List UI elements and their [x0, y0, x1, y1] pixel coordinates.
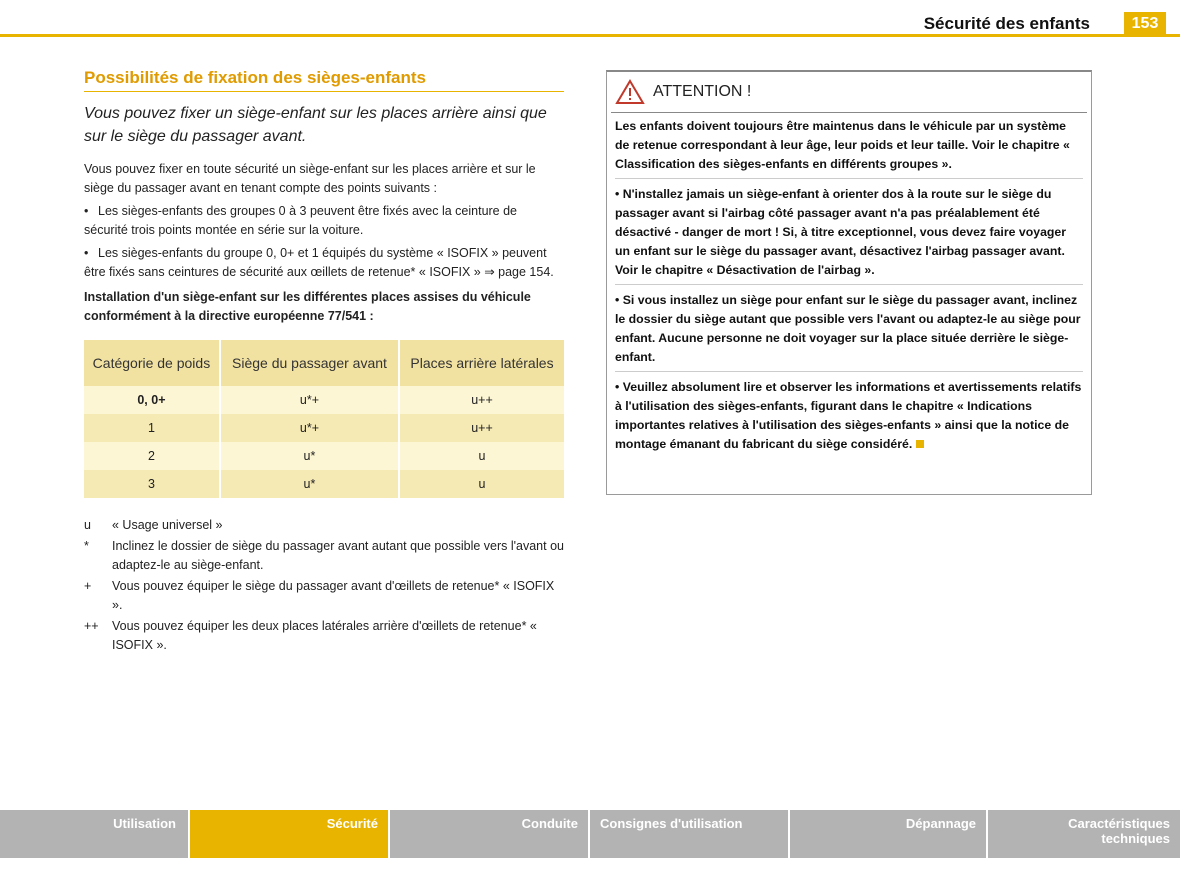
table-cell: 1 [84, 414, 220, 442]
column-header: Catégorie de poids [84, 340, 220, 386]
table-cell: 3 [84, 470, 220, 498]
end-marker-icon [916, 440, 924, 448]
warning-paragraph [615, 378, 1083, 458]
table-cell: 2 [84, 442, 220, 470]
table-cell: u++ [399, 386, 565, 414]
tab-caracteristiques-techniques[interactable]: Caractéristiques techniques [988, 810, 1180, 858]
table-cell: 0, 0+ [84, 386, 220, 414]
section-title: Possibilités de fixation des sièges-enfants [84, 68, 564, 92]
tab-securite[interactable]: Sécurité [190, 810, 390, 858]
table-cell: u* [220, 470, 399, 498]
table-cell: u* [220, 442, 399, 470]
legend-item [84, 577, 564, 615]
warning-paragraph-text: • Veuillez absolument lire et observer les informations et avertissements relatifs à l'utilisation des sièges-enfants, figurant dans le chapitre « Indications importantes relatives à l'utilisation des sièges-enfants » ainsi que la notice de montage émanant du fabricant du siège considéré. [615, 380, 1082, 451]
legend-text: « Usage universel » [112, 518, 223, 532]
bullet-item [84, 244, 564, 282]
bullet-icon: • [84, 246, 89, 260]
table-caption: Installation d'un siège-enfant sur les différentes places assises du véhicule conformément à la directive européenne 77/541 : [84, 290, 531, 323]
warning-body [607, 113, 1091, 468]
table-cell: u++ [399, 414, 565, 442]
legend-symbol: ++ [84, 619, 99, 633]
column-header: Siège du passager avant [220, 340, 399, 386]
legend-symbol: * [84, 539, 89, 553]
page-header-title: Sécurité des enfants [923, 14, 1090, 33]
table-row [84, 470, 565, 498]
table-cell: u*+ [220, 386, 399, 414]
legend-item [84, 617, 564, 655]
table-row [84, 386, 565, 414]
header-divider [0, 34, 1180, 37]
table-cell: u [399, 470, 565, 498]
warning-paragraph: Les enfants doivent toujours être maintenus dans le véhicule par un système de retenue correspondant à leur âge, leur poids et leur taille. Voir le chapitre « Classification des sièges-enfants en différents groupes ». [615, 117, 1083, 179]
legend-item [84, 537, 564, 575]
warning-paragraph: • N'installez jamais un siège-enfant à orienter dos à la route sur le siège du passager avant si l'airbag côté passager avant n'a pas préalablement été désactivé - danger de mort ! Si, à titre exceptionnel, vous devez faire voyager un enfant sur le siège du passager avant, désactivez l'airbag passager avant. Voir le chapitre « Désactivation de l'airbag ». [615, 185, 1083, 285]
page-number: 153 [1124, 12, 1166, 36]
section-intro: Vous pouvez fixer un siège-enfant sur les places arrière ainsi que sur le siège du passager avant. [84, 105, 547, 145]
table-row [84, 442, 565, 470]
warning-title: ATTENTION ! [653, 83, 752, 100]
legend-symbol: u [84, 518, 91, 532]
legend-item [84, 516, 564, 535]
chapter-tab-bar [0, 810, 1180, 858]
legend-text: Vous pouvez équiper le siège du passager avant d'œillets de retenue* « ISOFIX ». [112, 579, 555, 612]
warning-box [606, 70, 1092, 495]
table-legend [84, 516, 564, 655]
section-body: Vous pouvez fixer en toute sécurité un siège-enfant sur les places arrière et sur le siège du passager avant en tenant compte des points suivants : [84, 162, 536, 195]
legend-text: Vous pouvez équiper les deux places latérales arrière d'œillets de retenue* « ISOFIX ». [112, 619, 537, 652]
bullet-icon: • [84, 204, 89, 218]
left-column [84, 68, 564, 657]
seat-category-table [84, 340, 566, 498]
legend-symbol: + [84, 579, 92, 593]
tab-depannage[interactable]: Dépannage [790, 810, 988, 858]
legend-text: Inclinez le dossier de siège du passager avant autant que possible vers l'avant ou adaptez-le au siège-enfant. [112, 539, 564, 572]
warning-header [607, 72, 1091, 112]
table-row [84, 414, 565, 442]
column-header: Places arrière latérales [399, 340, 565, 386]
warning-paragraph: • Si vous installez un siège pour enfant sur le siège du passager avant, inclinez le dossier du siège autant que possible vers l'avant ou adaptez-le au siège pour enfant. Aucune personne ne doit voyager sur la place située derrière le siège-enfant. [615, 291, 1083, 372]
tab-utilisation[interactable]: Utilisation [0, 810, 190, 858]
bullet-item [84, 202, 564, 240]
bullet-text: Les sièges-enfants du groupe 0, 0+ et 1 équipés du système « ISOFIX » peuvent être fixés sans ceintures de sécurité aux œillets de retenue* « ISOFIX » ⇒ page 154. [84, 246, 554, 279]
tab-conduite[interactable]: Conduite [390, 810, 590, 858]
tab-consignes-utilisation[interactable]: Consignes d'utilisation [590, 810, 790, 858]
table-header-row [84, 340, 565, 386]
table-cell: u*+ [220, 414, 399, 442]
warning-triangle-icon [615, 79, 645, 105]
table-cell: u [399, 442, 565, 470]
bullet-text: Les sièges-enfants des groupes 0 à 3 peuvent être fixés avec la ceinture de sécurité trois points montée en série sur la voiture. [84, 204, 518, 237]
